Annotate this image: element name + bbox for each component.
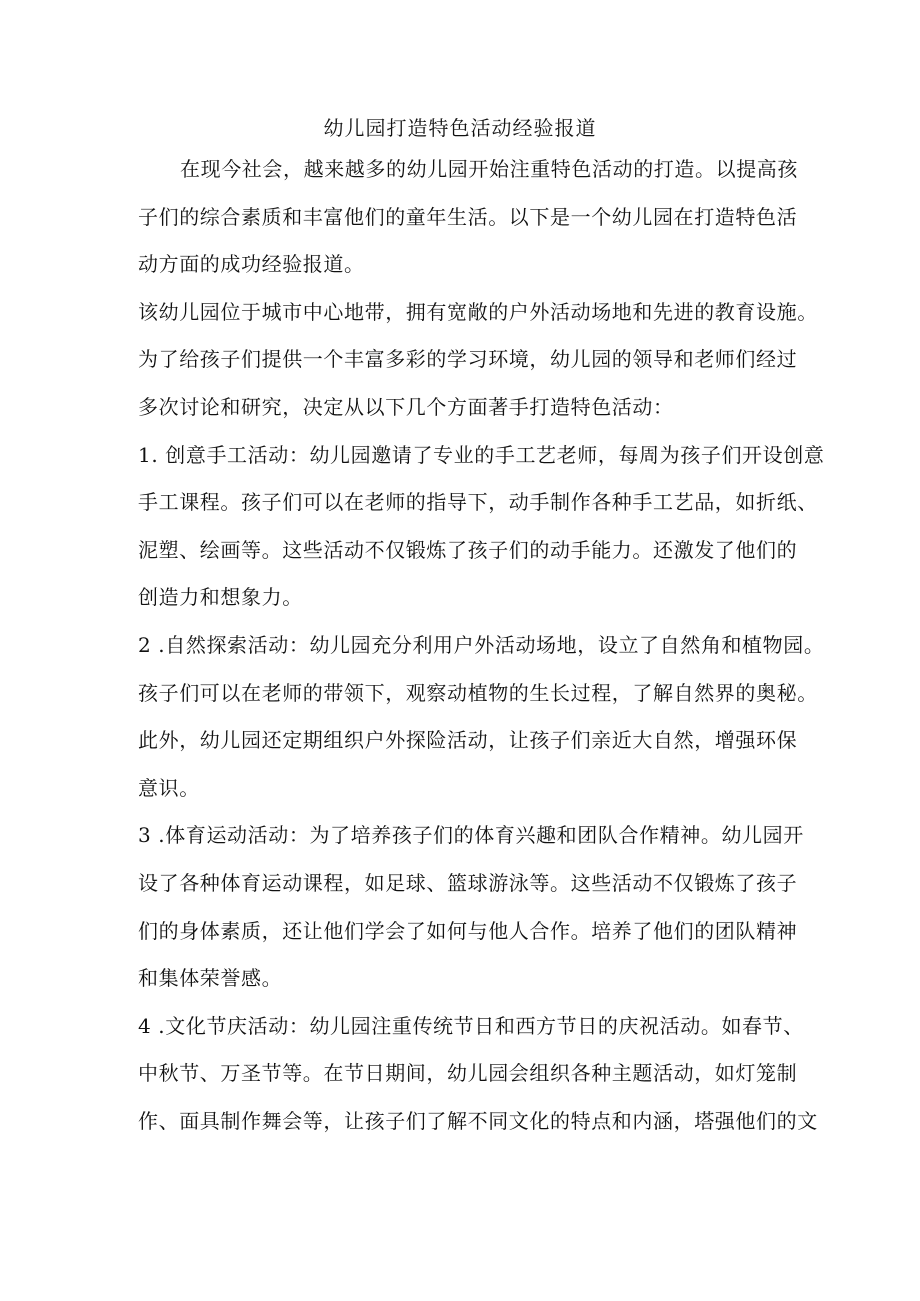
document-body: [138, 151, 825, 1150]
paragraph-line: 在现今社会，越来越多的幼儿园开始注重特色活动的打造。以提高孩: [180, 157, 798, 181]
paragraph-line: 设了各种体育运动课程，如足球、篮球游泳等。这些活动不仅锻炼了孩子: [138, 870, 798, 895]
paragraph-line: 泥塑、绘画等。这些活动不仅锻炼了孩子们的动手能力。还激发了他们的: [138, 537, 798, 562]
paragraph-line: 此外，幼儿园还定期组织户外探险活动，让孩子们亲近大自然，增强环保: [138, 728, 798, 753]
paragraph-line: 该幼儿园位于城市中心地带，拥有宽敞的户外活动场地和先进的教育设施。: [138, 299, 818, 324]
paragraph-line: 作、面具制作舞会等，让孩子们了解不同文化的特点和内涵，塔强他们的文: [138, 1108, 818, 1133]
paragraph-line: 子们的综合素质和丰富他们的童年生活。以下是一个幼儿园在打造特色活: [138, 204, 798, 229]
paragraph-line: 手工课程。孩子们可以在老师的指导下，动手制作各种手工艺品，如折纸、: [138, 490, 818, 515]
paragraph-line: 和集体荣誉感。: [138, 966, 283, 991]
paragraph-line: 孩子们可以在老师的带领下，观察动植物的生长过程，了解自然界的奥秘。: [138, 680, 818, 705]
paragraph-line: 3 .体育运动活动：为了培养孩子们的体育兴趣和团队合作精神。幼儿园开: [138, 823, 804, 848]
paragraph-line: 1. 创意手工活动：幼儿园邀请了专业的手工艺老师，每周为孩子们开设创意: [138, 442, 825, 467]
paragraph-line: 为了给孩子们提供一个丰富多彩的学习环境，幼儿园的领导和老师们经过: [138, 347, 798, 372]
paragraph-line: 们的身体素质，还让他们学会了如何与他人合作。培养了他们的团队精神: [138, 918, 798, 943]
paragraph-line: 动方面的成功经验报道。: [138, 252, 365, 277]
paragraph-line: 意识。: [138, 775, 200, 800]
paragraph-line: 4 .文化节庆活动：幼儿园注重传统节日和西方节日的庆祝活动。如春节、: [138, 1013, 804, 1038]
paragraph-line: 2 .自然探索活动：幼儿园充分利用户外活动场地，设立了自然角和植物园。: [138, 632, 825, 657]
paragraph-line: 创造力和想象力。: [138, 585, 303, 610]
paragraph-line: 多次讨论和研究，决定从以下几个方面著手打造特色活动：: [138, 394, 674, 419]
document-title: 幼儿园打造特色活动经验报道: [323, 116, 597, 140]
paragraph-line: 中秋节、万圣节等。在节日期间，幼儿园会组织各种主题活动，如灯笼制: [138, 1061, 798, 1086]
